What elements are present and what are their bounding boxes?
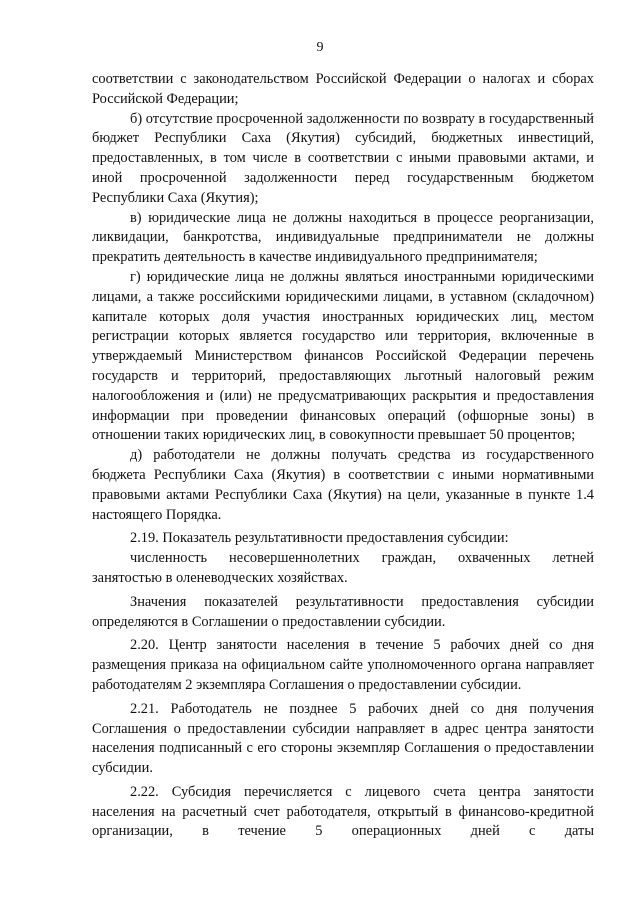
paragraph-item-b: б) отсутствие просроченной задолженности по возврату в государственный бюджет Республики Саха (Якутия) субсидий, бюджетных инвестиций, предоставленных, в том числе в соответствии с иными правовыми актами, и иной просроченной задолженности перед государственным бюджетом Республики Саха (Якутия); — [92, 110, 594, 206]
paragraph-item-g: г) юридические лица не должны являться иностранными юридическими лицами, а также российскими юридическими лицами, в уставном (складочном) капитале которых доля участия иностранных юридических лиц, местом регистрации которых является государство или территория, включенные в утверждаемый Министерством финансов Российской Федерации перечень государств и территорий, предоставляющих льготный налоговый режим налогообложения и (или) не предусматривающих раскрытия и предоставления информации при проведении финансовых операций (офшорные зоны) в отношении таких юридических лиц, в совокупности превышает 50 процентов; — [92, 268, 594, 444]
paragraph-2-20: 2.20. Центр занятости населения в течение 5 рабочих дней со дня размещения приказа на официальном сайте уполномоченного органа направляет работодателям 2 экземпляра Соглашения о предоставлении субсидии. — [92, 637, 594, 693]
paragraph-2-22: 2.22. Субсидия перечисляется с лицевого счета центра занятости населения на расчетный счет работодателя, открытый в финансово-кредитной организации, в течение 5 операционных дней с даты — [92, 783, 594, 840]
paragraph-continuation: соответствии с законодательством Российской Федерации о налогах и сборах Российской Федерации; — [92, 71, 594, 107]
paragraph-indicator: численность несовершеннолетних граждан, охваченных летней занятостью в оленеводческих хозяйствах. — [92, 550, 594, 586]
paragraph-item-d: д) работодатели не должны получать средства из государственного бюджета Республики Саха (Якутия) в соответствии с иными нормативными правовыми актами Республики Саха (Якутия) на цели, указанные в пункте 1.4 настоящего Порядка. — [92, 447, 594, 523]
paragraph-2-19: 2.19. Показатель результативности предоставления субсидии: — [130, 530, 509, 547]
paragraph-2-21: 2.21. Работодатель не позднее 5 рабочих дней со дня получения Соглашения о предоставлении субсидии направляет в адрес центра занятости населения подписанный с его стороны экземпляр Соглашения о предоставлении субсидии. — [92, 700, 594, 777]
paragraph-item-v: в) юридические лица не должны находиться в процессе реорганизации, ликвидации, банкротства, индивидуальные предприниматели не должны прекратить деятельность в качестве индивидуального предпринимателя; — [92, 209, 594, 266]
page-number: 9 — [316, 40, 324, 55]
paragraph-indicator-values: Значения показателей результативности предоставления субсидии определяются в Соглашении о предоставлении субсидии. — [92, 593, 594, 630]
document-body — [92, 70, 594, 842]
